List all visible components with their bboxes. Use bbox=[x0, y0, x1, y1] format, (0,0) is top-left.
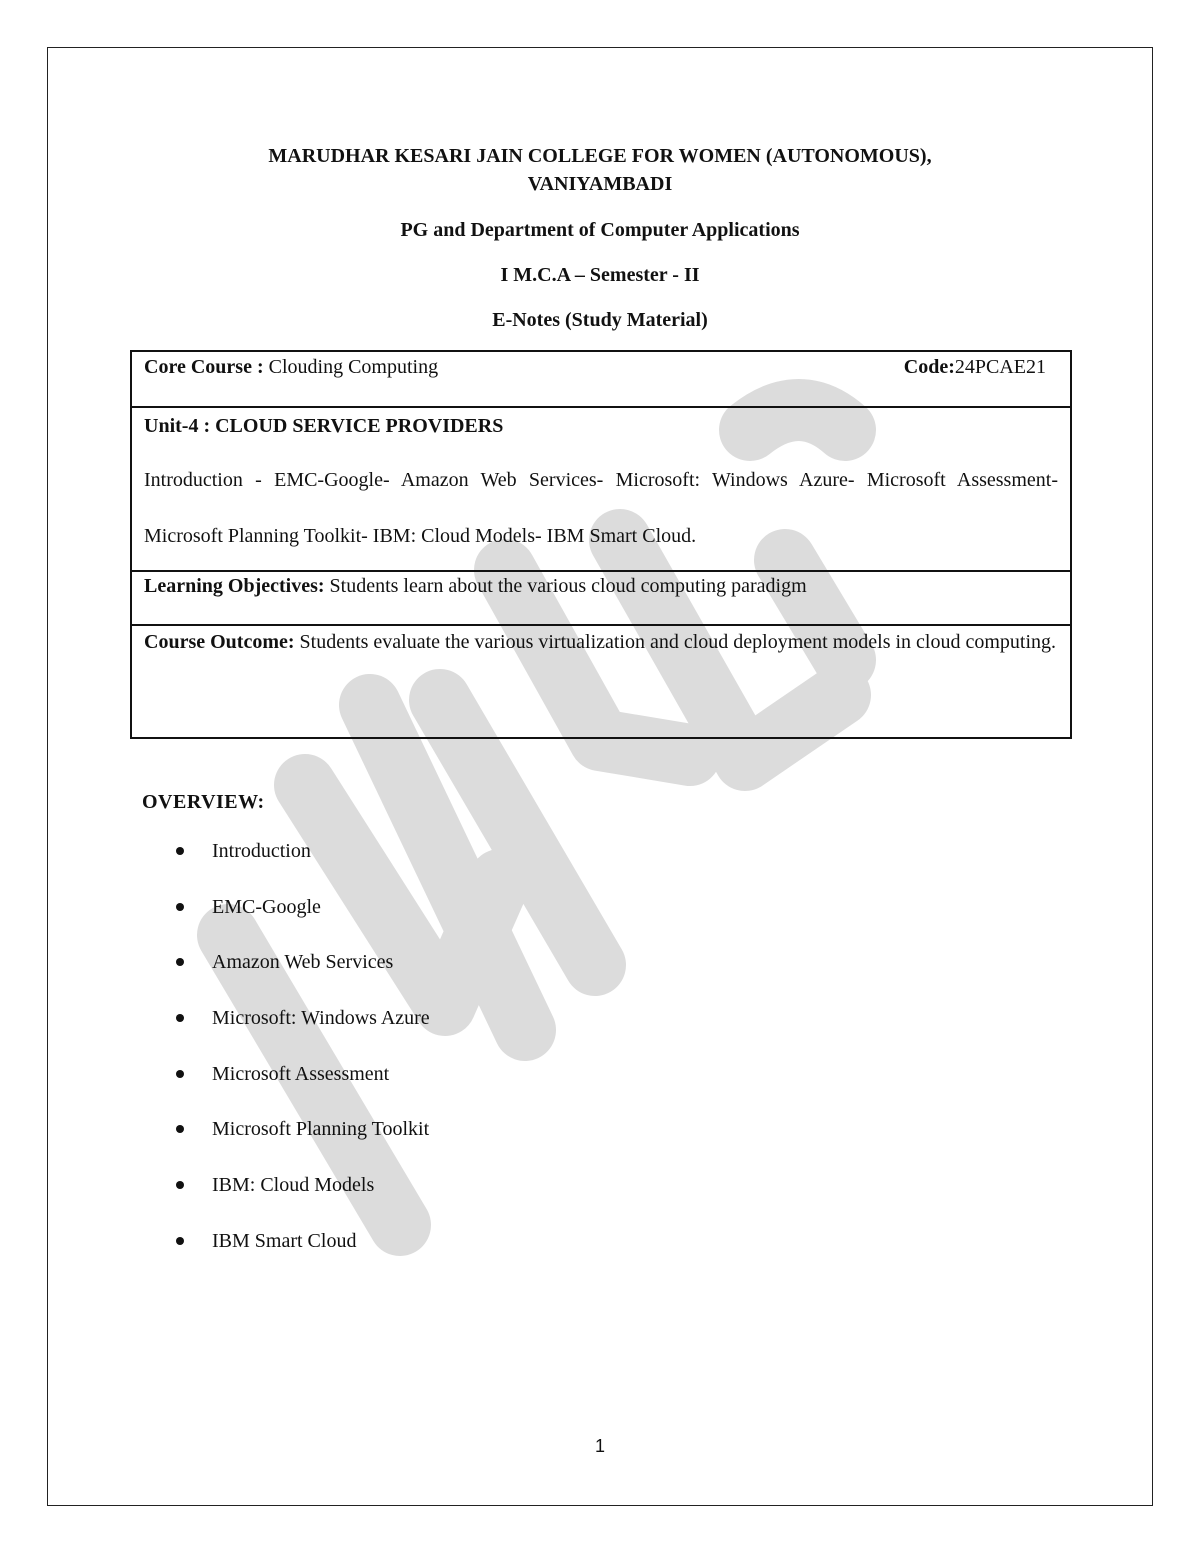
list-item bbox=[172, 836, 430, 892]
list-item-label: EMC-Google bbox=[212, 895, 321, 918]
unit-description: Introduction - EMC-Google- Amazon Web Services- Microsoft: Windows Azure- Microsoft Assessment- Microsoft Planning Toolkit- IBM: Cloud Models- IBM Smart Cloud. bbox=[144, 469, 1058, 547]
course-outcome-row bbox=[132, 626, 1070, 737]
list-item bbox=[172, 1114, 430, 1170]
list-item-label: Microsoft Assessment bbox=[212, 1062, 390, 1085]
course-code-cell bbox=[904, 356, 1046, 379]
list-item bbox=[172, 1003, 430, 1059]
list-item bbox=[172, 947, 430, 1003]
bullet-icon bbox=[176, 1070, 184, 1078]
material-title: E-Notes (Study Material) bbox=[492, 309, 708, 331]
bullet-icon bbox=[176, 1125, 184, 1133]
list-item-label: IBM Smart Cloud bbox=[212, 1229, 357, 1252]
list-item-label: Microsoft Planning Toolkit bbox=[212, 1118, 430, 1141]
bullet-icon bbox=[176, 1014, 184, 1022]
unit-row bbox=[132, 408, 1070, 572]
college-name-line-2: VANIYAMBADI bbox=[527, 173, 673, 195]
list-item bbox=[172, 1226, 430, 1282]
bullet-icon bbox=[176, 1237, 184, 1245]
course-outcome-label: Course Outcome: bbox=[144, 631, 295, 653]
list-item bbox=[172, 892, 430, 948]
bullet-icon bbox=[176, 958, 184, 966]
college-name-line-1: MARUDHAR KESARI JAIN COLLEGE FOR WOMEN (AUTONOMOUS), bbox=[268, 145, 932, 167]
bullet-icon bbox=[176, 903, 184, 911]
unit-title: Unit-4 : CLOUD SERVICE PROVIDERS bbox=[144, 415, 504, 437]
overview-list bbox=[172, 836, 430, 1282]
course-outcome-value: Students evaluate the various virtualization and cloud deployment models in cloud computing. bbox=[294, 631, 1057, 653]
course-code-value: 24PCAE21 bbox=[954, 356, 1046, 378]
list-item-label: Microsoft: Windows Azure bbox=[212, 1007, 430, 1030]
list-item bbox=[172, 1059, 430, 1115]
core-course-value: Clouding Computing bbox=[263, 356, 439, 378]
learning-objectives-label: Learning Objectives: bbox=[144, 575, 325, 597]
overview-heading: OVERVIEW: bbox=[142, 791, 265, 813]
list-item-label: Amazon Web Services bbox=[212, 951, 394, 974]
department-title: PG and Department of Computer Applications bbox=[400, 219, 800, 241]
list-item-label: Introduction bbox=[212, 840, 311, 862]
page-number: 1 bbox=[594, 1436, 605, 1456]
core-course-row bbox=[132, 352, 1070, 408]
course-info-table bbox=[130, 350, 1072, 739]
list-item bbox=[172, 1170, 430, 1226]
course-outcome-text bbox=[144, 615, 1058, 670]
list-item-label: IBM: Cloud Models bbox=[212, 1174, 375, 1197]
course-code-label: Code: bbox=[903, 356, 955, 378]
core-course-label: Core Course : bbox=[144, 356, 264, 378]
learning-objectives-value: Students learn about the various cloud computing paradigm bbox=[324, 575, 807, 597]
bullet-icon bbox=[176, 847, 184, 855]
bullet-icon bbox=[176, 1181, 184, 1189]
class-semester-title: I M.C.A – Semester - II bbox=[500, 264, 700, 286]
core-course-cell bbox=[144, 356, 438, 379]
